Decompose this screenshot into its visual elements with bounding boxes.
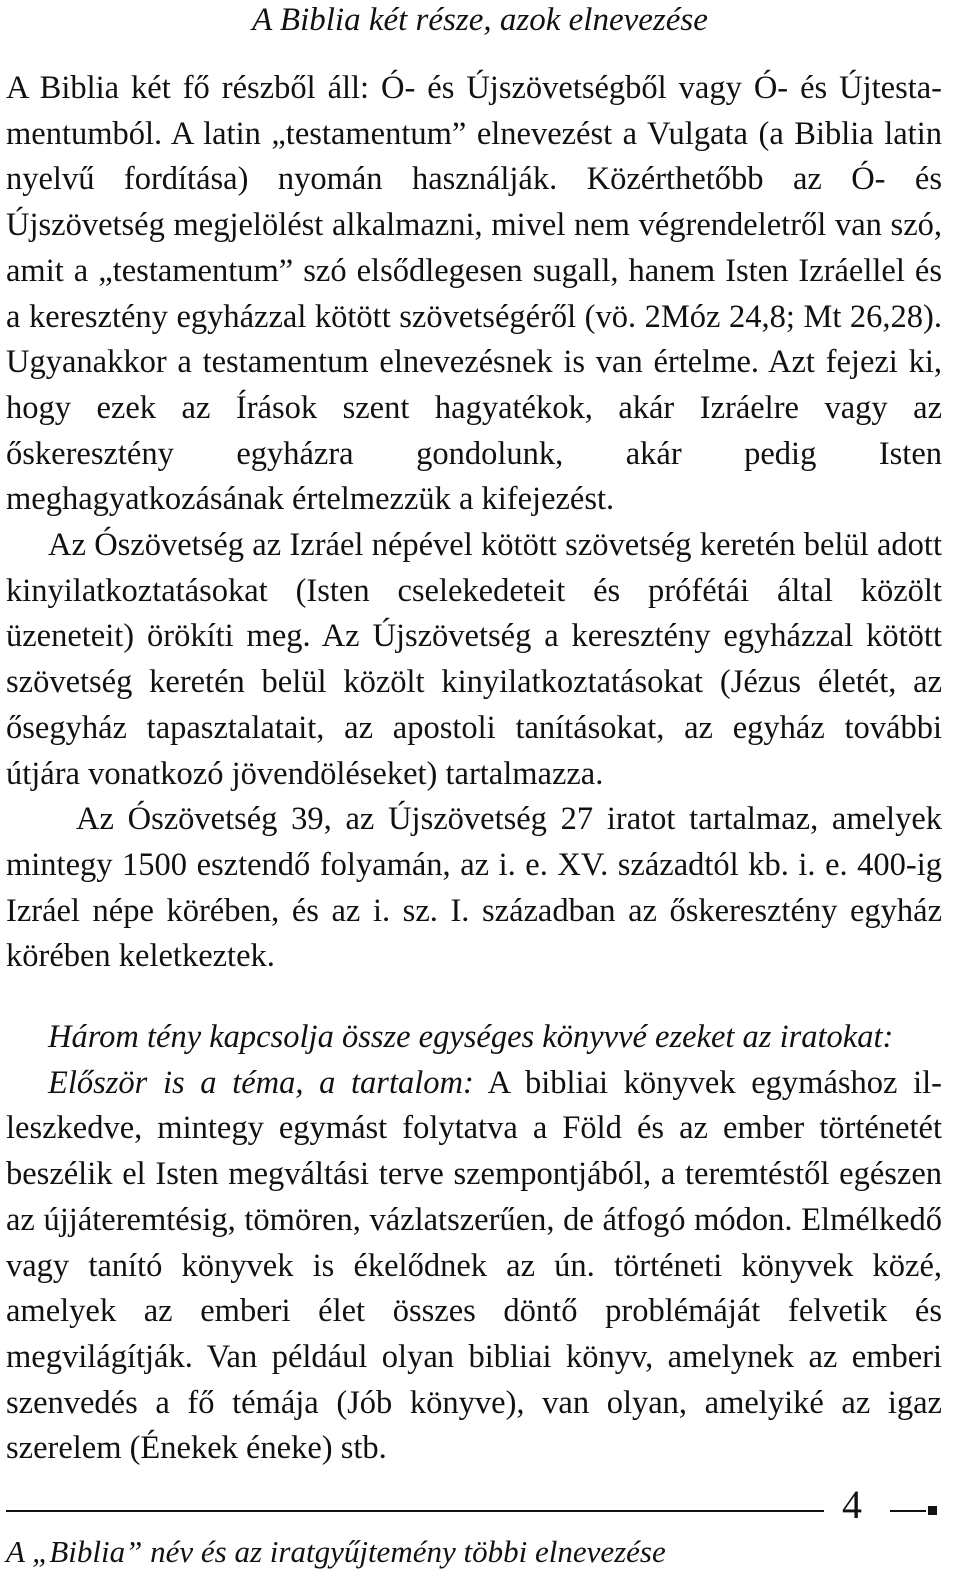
section-heading: A Biblia két része, azok elnevezése: [252, 2, 708, 38]
next-section-heading: A „Biblia” név és az iratgyűjtemény többi elnevezése: [6, 1534, 666, 1569]
footer-rule: [6, 1510, 824, 1512]
paragraph-old-new-testament: Az Ószövetség az Izráel népével kötött szövetség keretén belül adott kinyilatkoztatásokat (Isten cselekedeteit és prófétái által közölt üzeneteit) örökíti meg. Az Újszövetség a keresztény egyházzal kötött szövetség keretén belül közölt kinyilatkoztatásokat (Jézus életét, az ősegyház tapasztalatait, az apostoli tanításokat, az egyház további útjára vonatkozó jövendöléseket) tartalmazza.: [6, 527, 942, 792]
first-point-text: A bibliai könyvek egymáshoz illeszkedve, mintegy egymást folytatva a Föld és az ember történetét beszélik el Isten megváltási terve szempontjából, a teremtéstől egészen az újjáteremtésig, tömören, vázlatszerűen, de átfogó módon. Elmélkedő vagy tanító könyvek is ékelődnek az ún. történeti könyvek közé, amelyek az emberi élet összes döntő problémáját felvetik és megvilágítják. Van például olyan bibliai könyv, amelynek az emberi szenvedés a fő témája (Jób könyve), van olyan, amelyiké az igaz szerelem (Énekek éneke) stb.: [6, 1064, 942, 1467]
section-body: [6, 66, 942, 980]
paragraph-testament-names: A Biblia két fő részből áll: Ó- és Újszövetségből vagy Ó- és Újtestamentumból. A latin „testamentum” elnevezést a Vulgata (a Biblia latin nyelvű fordítása) nyomán használják. Közérthetőbb az Ó- és Újszövetség megjelölést alkalmazni, mivel nem végrendeletről van szó, amit a „testamentum” szó elsődlegesen sugall, hanem Isten Izráellel és a keresztény egyházzal kötött szövetségéről (vö. 2Móz 24,8; Mt 26,28). Ugyanakkor a testamentum elnevezésnek is van értelme. Azt fejezi ki, hogy ezek az Írások szent hagyatékok, akár Izráelre vagy az őskeresztény egyházra gondolunk, akár pedig Isten meghagyatkozásának értelmezzük a kifejezést.: [6, 70, 942, 518]
italic-intro-line: [6, 1015, 942, 1061]
paragraph-book-counts: Az Ószövetség 39, az Újszövetség 27 iratot tartalmaz, amelyek mintegy 1500 esztendő folyamán, az i. e. XV. századtól kb. i. e. 400-ig Izráel népe körében, és az i. sz. I. században az őskeresztény egyház körében keletkeztek.: [6, 801, 942, 975]
paragraph-first-point: [6, 1061, 942, 1472]
first-point-label: Először is a téma, a tartalom:: [48, 1064, 474, 1101]
italic-intro-text: Három tény kapcsolja össze egységes könyvvé ezeket az iratokat:: [48, 1019, 894, 1055]
page-number-marker: [928, 1506, 937, 1515]
page-number-rule: [890, 1510, 926, 1512]
page-number: 4: [842, 1482, 862, 1527]
unity-section: [6, 1015, 942, 1472]
